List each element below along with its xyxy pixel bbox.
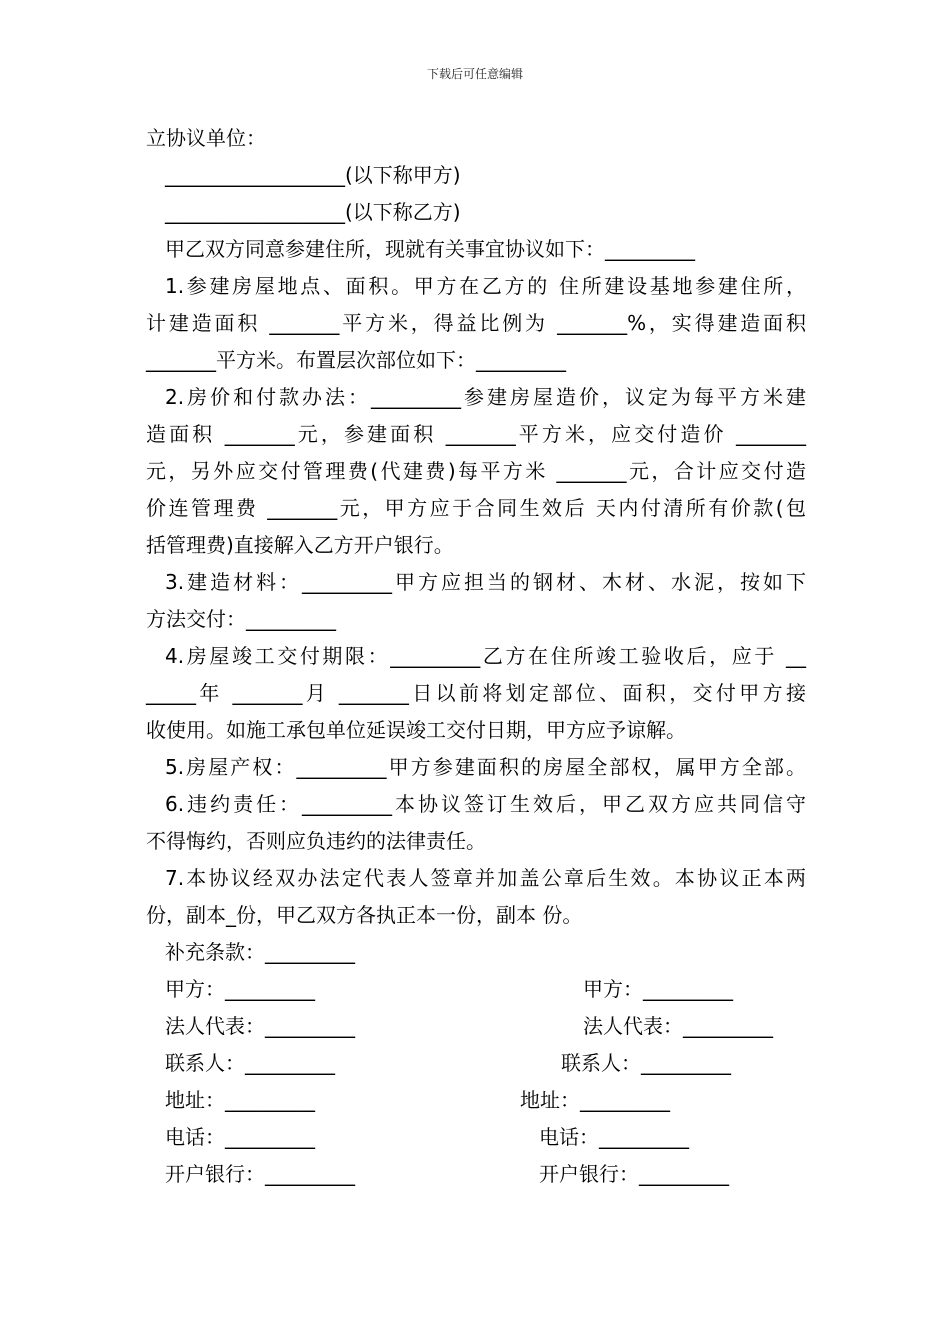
signature-right-contact: 联系人：_________ bbox=[561, 1051, 731, 1075]
signature-right-legal-rep: 法人代表：_________ bbox=[583, 1014, 773, 1038]
signature-right-party: 甲方：_________ bbox=[583, 977, 733, 1001]
signature-right-phone: 电话：_________ bbox=[539, 1125, 689, 1149]
doc-line-clause6-b: 不得悔约，否则应负违约的法律责任。 bbox=[146, 829, 486, 853]
doc-line-clause3-b: 方法交付：_________ bbox=[146, 607, 336, 631]
doc-line-clause2-e: 括管理费)直接解入乙方开户银行。 bbox=[146, 533, 454, 557]
signature-row bbox=[146, 1045, 806, 1082]
doc-line-clause2-d: 价连管理费 _______元，甲方应于合同生效后 天内付清所有价款(包 bbox=[146, 496, 806, 520]
signature-left-party: 甲方：_________ bbox=[165, 977, 315, 1001]
doc-line-supplement: 补充条款：_________ bbox=[165, 940, 355, 964]
doc-line-clause3-a: 3.建造材料：_________甲方应担当的钢材、木材、水泥，按如下 bbox=[165, 570, 806, 594]
signature-row bbox=[146, 1119, 806, 1156]
signature-row bbox=[146, 1008, 806, 1045]
doc-line-party-b: __________________(以下称乙方) bbox=[165, 200, 461, 224]
doc-line-intro: 甲乙双方同意参建住所，现就有关事宜协议如下：_________ bbox=[165, 237, 695, 261]
doc-line-parties-title: 立协议单位： bbox=[146, 126, 266, 150]
signature-left-address: 地址：_________ bbox=[165, 1088, 315, 1112]
signature-left-phone: 电话：_________ bbox=[165, 1125, 315, 1149]
doc-line-clause4-a: 4.房屋竣工交付期限：_________乙方在住所竣工验收后，应于 __ bbox=[165, 644, 806, 668]
doc-line-clause1-a: 1.参建房屋地点、面积。甲方在乙方的 住所建设基地参建住所， bbox=[165, 274, 806, 298]
doc-line-clause1-b: 计建造面积 _______平方米，得益比例为 _______%，实得建造面积 bbox=[146, 311, 806, 335]
signature-right-address: 地址：_________ bbox=[520, 1088, 670, 1112]
doc-line-clause6-a: 6.违约责任：_________本协议签订生效后，甲乙双方应共同信守 bbox=[165, 792, 806, 816]
doc-line-clause7-b: 份，副本_份，甲乙双方各执正本一份，副本 份。 bbox=[146, 903, 583, 927]
doc-line-clause4-c: 收使用。如施工承包单位延误竣工交付日期，甲方应予谅解。 bbox=[146, 718, 686, 742]
doc-line-clause7-a: 7.本协议经双办法定代表人签章并加盖公章后生效。本协议正本两 bbox=[165, 866, 806, 890]
agreement-document bbox=[146, 120, 806, 1193]
signature-left-contact: 联系人：_________ bbox=[165, 1051, 335, 1075]
signature-left-legal-rep: 法人代表：_________ bbox=[165, 1014, 355, 1038]
doc-line-clause4-b: _____年 _______月 _______日以前将划定部位、面积，交付甲方接 bbox=[146, 681, 806, 705]
doc-line-clause1-c: _______平方米。布置层次部位如下：_________ bbox=[146, 348, 566, 372]
signature-left-bank: 开户银行：_________ bbox=[165, 1162, 355, 1186]
signature-row bbox=[146, 1156, 806, 1193]
signature-right-bank: 开户银行：_________ bbox=[539, 1162, 729, 1186]
doc-line-clause2-c: 元，另外应交付管理费(代建费)每平方米 _______元，合计应交付造 bbox=[146, 459, 806, 483]
page-header-note: 下载后可任意编辑 bbox=[426, 67, 523, 81]
signature-row bbox=[146, 1082, 806, 1119]
doc-line-clause5: 5.房屋产权：_________甲方参建面积的房屋全部权，属甲方全部。 bbox=[165, 755, 806, 779]
doc-line-clause2-b: 造面积 _______元，参建面积 _______平方米，应交付造价 _______ bbox=[146, 422, 806, 446]
signature-row bbox=[146, 971, 806, 1008]
doc-line-party-a: __________________(以下称甲方) bbox=[165, 163, 461, 187]
doc-line-clause2-a: 2.房价和付款办法：_________参建房屋造价，议定为每平方米建 bbox=[165, 385, 806, 409]
